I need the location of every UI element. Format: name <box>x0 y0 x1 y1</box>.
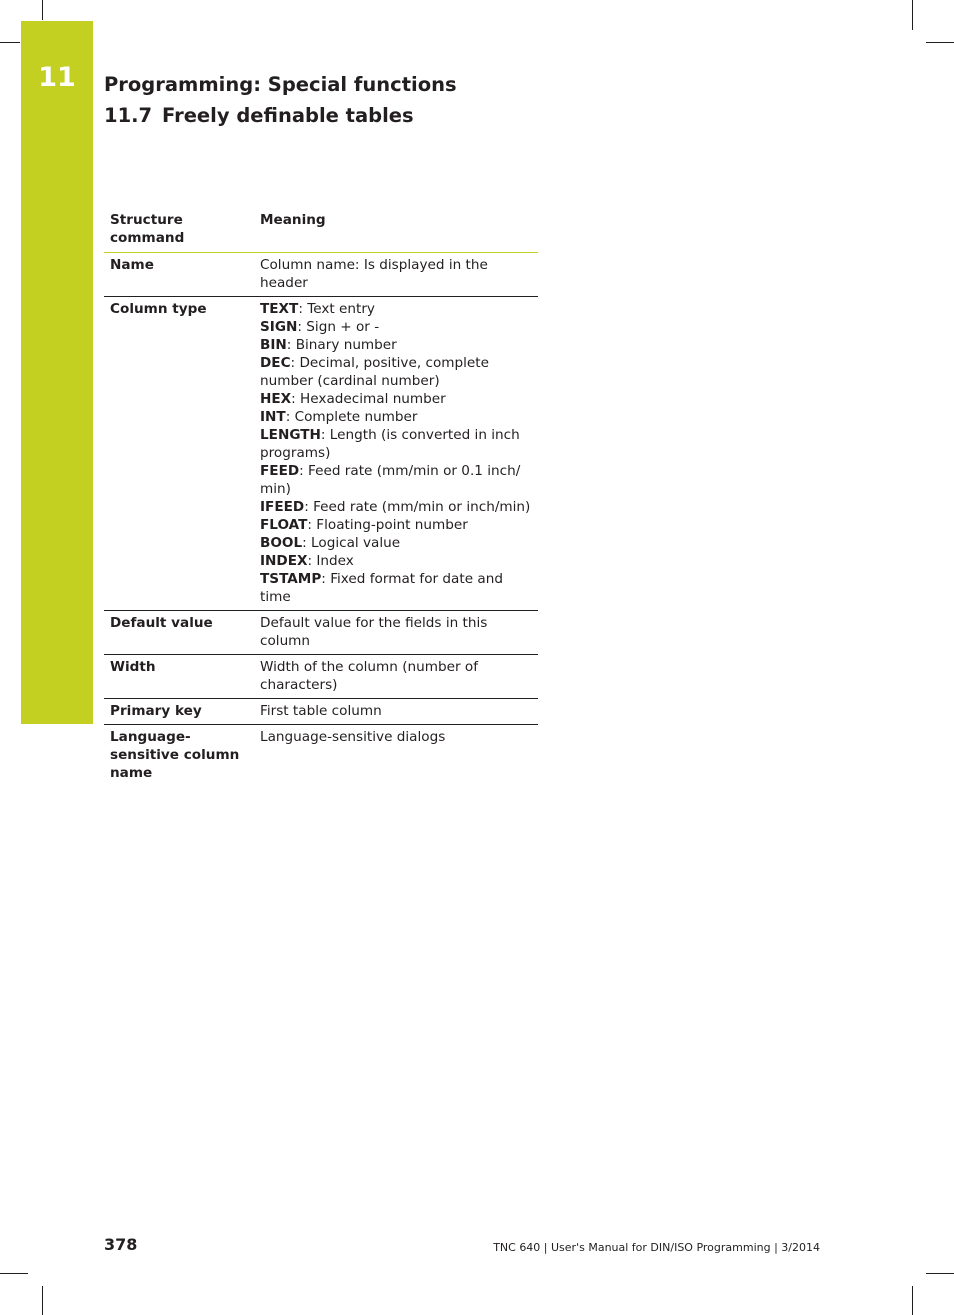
crop-mark <box>42 1286 43 1315</box>
column-type-item <box>260 390 532 408</box>
command-cell: Column type <box>110 301 207 317</box>
type-code: HEX <box>260 391 292 407</box>
table-row <box>104 611 538 655</box>
column-type-item <box>260 516 532 534</box>
table-row <box>104 253 538 297</box>
type-code: FLOAT <box>260 517 308 533</box>
structure-command-table <box>104 208 538 786</box>
meaning-cell: First table column <box>260 703 382 719</box>
column-type-item <box>260 570 532 606</box>
type-description: : Index <box>307 553 354 569</box>
crop-mark <box>0 42 20 43</box>
type-description: : Sign + or - <box>297 319 380 335</box>
chapter-tab <box>21 21 93 724</box>
type-code: TEXT <box>260 301 299 317</box>
type-code: TSTAMP <box>260 571 322 587</box>
command-cell: Primary key <box>110 703 202 719</box>
table-row <box>104 725 538 787</box>
type-code: FEED <box>260 463 300 479</box>
page-number: 378 <box>104 1235 138 1254</box>
crop-mark <box>912 0 913 30</box>
table-row <box>104 655 538 699</box>
column-type-item <box>260 300 532 318</box>
section-number: 11.7 <box>104 104 153 127</box>
type-description: : Binary number <box>286 337 397 353</box>
column-type-item <box>260 534 532 552</box>
column-type-item <box>260 552 532 570</box>
chapter-number: 11 <box>38 62 76 93</box>
meaning-cell: Default value for the fields in this column <box>260 615 488 649</box>
type-code: INDEX <box>260 553 308 569</box>
command-cell: Width <box>110 659 156 675</box>
column-type-item <box>260 498 532 516</box>
chapter-title: Programming: Special functions <box>104 73 457 96</box>
command-cell: Default value <box>110 615 213 631</box>
type-description: : Feed rate (mm/min or 0.1 inch/ min) <box>260 463 521 497</box>
meaning-cell: Column name: Is displayed in the header <box>260 257 488 291</box>
crop-mark <box>926 1273 954 1274</box>
command-cell: Language-sensitive column name <box>110 729 240 781</box>
table-row <box>104 297 538 611</box>
header-structure-command: Structure command <box>110 212 185 246</box>
type-description: : Decimal, positive, complete number (cardinal number) <box>260 355 489 389</box>
table-header-row <box>104 208 538 253</box>
type-description: : Complete number <box>285 409 418 425</box>
type-code: DEC <box>260 355 291 371</box>
type-code: BIN <box>260 337 287 353</box>
type-description: : Fixed format for date and time <box>260 571 503 605</box>
table-row <box>104 699 538 725</box>
section-title <box>104 103 414 129</box>
crop-mark <box>0 1273 28 1274</box>
header-meaning: Meaning <box>260 212 326 228</box>
column-type-item <box>260 426 532 462</box>
crop-mark <box>42 0 43 20</box>
type-code: IFEED <box>260 499 305 515</box>
type-description: : Text entry <box>298 301 375 317</box>
column-type-item <box>260 318 532 336</box>
type-code: INT <box>260 409 286 425</box>
column-type-item <box>260 354 532 390</box>
type-code: BOOL <box>260 535 303 551</box>
footer-manual-info: TNC 640 | User's Manual for DIN/ISO Programming | 3/2014 <box>493 1241 820 1254</box>
crop-mark <box>912 1286 913 1315</box>
type-description: : Length (is converted in inch programs) <box>260 427 520 461</box>
command-cell: Name <box>110 257 154 273</box>
meaning-cell: Width of the column (number of characters) <box>260 659 479 693</box>
column-type-item <box>260 336 532 354</box>
column-type-item <box>260 462 532 498</box>
column-type-list <box>254 297 538 611</box>
column-type-item <box>260 408 532 426</box>
crop-mark <box>926 42 954 43</box>
type-code: LENGTH <box>260 427 321 443</box>
section-name: Freely definable tables <box>162 104 414 127</box>
type-description: : Logical value <box>302 535 401 551</box>
type-description: : Floating-point number <box>307 517 468 533</box>
type-description: : Hexadecimal number <box>291 391 446 407</box>
type-code: SIGN <box>260 319 298 335</box>
meaning-cell: Language-sensitive dialogs <box>260 729 446 745</box>
type-description: : Feed rate (mm/min or inch/min) <box>304 499 531 515</box>
